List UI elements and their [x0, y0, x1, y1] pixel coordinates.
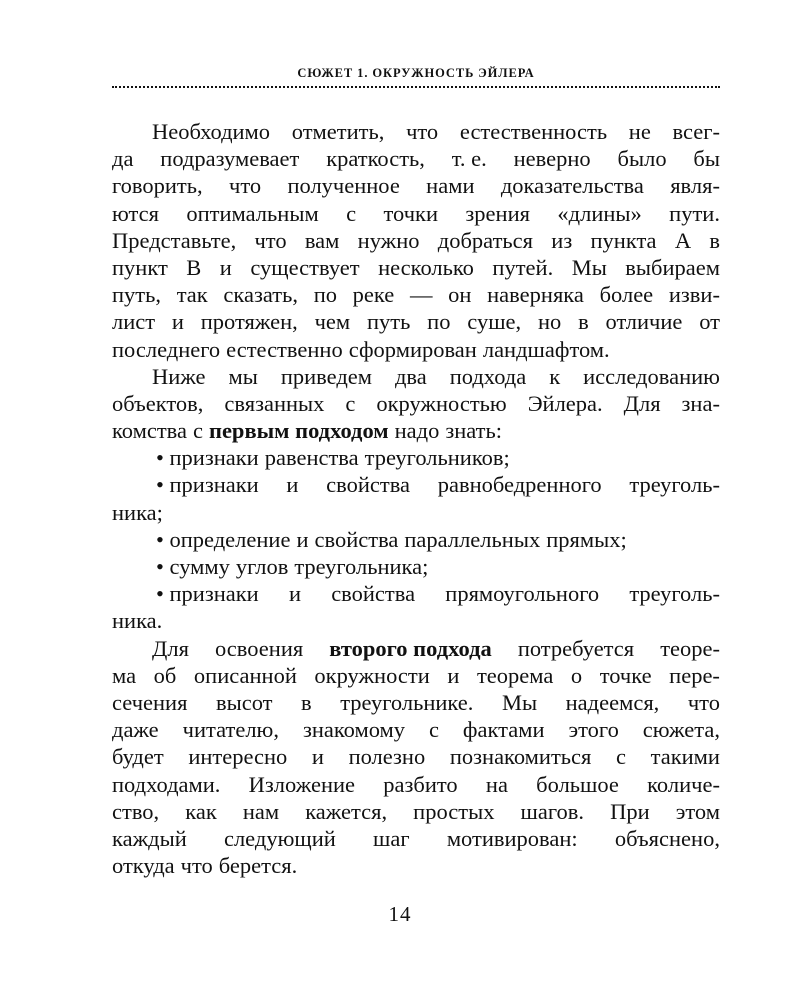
list-item: • признаки равенства треугольников;	[156, 445, 510, 471]
text-line: последнего естественно сформирован ландшафтом.	[112, 336, 610, 362]
text-line: сечения высот в треугольнике. Мы надеемся, что	[112, 689, 720, 715]
text-line: Необходимо отметить, что естественность не всег-	[152, 119, 720, 144]
list-item-continuation: ника;	[112, 499, 163, 525]
text-line: ство, как нам кажется, простых шагов. При этом	[112, 798, 720, 824]
text-line: лист и протяжен, чем путь по суше, но в отличие от	[112, 309, 720, 335]
text-line: объектов, связанных с окружностью Эйлера. Для зна-	[112, 390, 720, 416]
bold-term-first-approach: первым подходом	[208, 418, 389, 444]
running-header: СЮЖЕТ 1. ОКРУЖНОСТЬ ЭЙЛЕРА	[297, 66, 535, 80]
page-body	[112, 118, 720, 879]
list-item-continuation: ника.	[112, 608, 163, 634]
text-line: Ниже мы приведем два подхода к исследованию	[152, 363, 720, 389]
bullet-list	[112, 444, 720, 634]
text-line: комства с первым подходом надо знать:	[112, 418, 503, 444]
list-item: • признаки и свойства прямоугольного треуголь-	[156, 581, 720, 607]
text-line: да подразумевает краткость, т. е. неверно было бы	[112, 146, 720, 172]
text-line: будет интересно и полезно познакомиться с такими	[112, 744, 720, 770]
bold-term-second-approach: второго подхода	[329, 635, 492, 661]
text-line: Представьте, что вам нужно добраться из пункта А в	[112, 227, 720, 253]
paragraph	[112, 635, 720, 880]
header-rule	[112, 86, 720, 88]
text-line: ма об описанной окружности и теорема о точке пере-	[112, 662, 720, 688]
text-line: Для освоения второго подхода потребуется теоре-	[152, 635, 720, 661]
list-item: • признаки и свойства равнобедренного треуголь-	[156, 472, 720, 498]
paragraph	[112, 118, 720, 363]
list-item: • сумму углов треугольника;	[156, 554, 429, 579]
text-line: пункт В и существует несколько путей. Мы выбираем	[112, 254, 720, 280]
text-line: откуда что берется.	[112, 853, 298, 879]
text-line: ются оптимальным с точки зрения «длины» пути.	[112, 200, 720, 226]
text-line: даже читателю, знакомому с фактами этого сюжета,	[112, 717, 720, 743]
text-line: каждый следующий шаг мотивирован: объяснено,	[112, 825, 720, 851]
text-line: подходами. Изложение разбито на большое количе-	[112, 771, 720, 797]
text-line: путь, так сказать, по реке — он наверняка более изви-	[112, 282, 720, 308]
list-item: • определение и свойства параллельных прямых;	[156, 526, 627, 552]
paragraph	[112, 363, 720, 445]
page-number: 14	[388, 902, 412, 926]
text-line: говорить, что полученное нами доказательства явля-	[112, 173, 720, 199]
